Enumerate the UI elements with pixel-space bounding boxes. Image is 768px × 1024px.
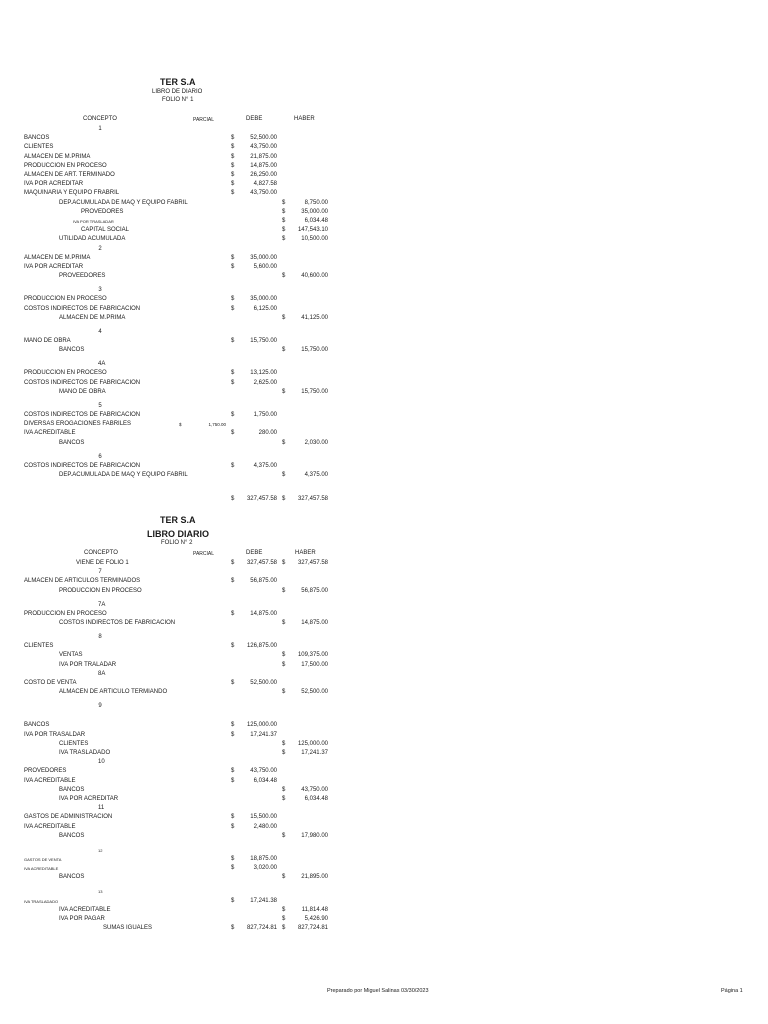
debe-currency: $ <box>231 153 235 160</box>
journal-row <box>0 379 768 388</box>
haber-amount: 11,814.48 <box>301 906 328 913</box>
haber-amount: 35,000.00 <box>301 208 328 215</box>
debe-amount: 43,750.00 <box>250 768 277 775</box>
journal-row <box>0 286 768 295</box>
folio1-title: TER S.A <box>160 77 196 87</box>
journal-row <box>0 245 768 254</box>
haber-currency: $ <box>282 740 286 747</box>
haber-currency: $ <box>282 689 286 696</box>
account-name: PRODUCCION EN PROCESO <box>24 610 107 617</box>
haber-amount: 21,895.00 <box>301 874 328 881</box>
journal-row <box>0 208 768 217</box>
journal-row <box>0 777 768 786</box>
journal-row <box>0 254 768 263</box>
journal-row <box>0 305 768 314</box>
journal-row <box>0 688 768 697</box>
entry-number: 11 <box>98 805 105 812</box>
haber-amount: 52,500.00 <box>301 689 328 696</box>
haber-currency: $ <box>282 208 286 215</box>
debe-currency: $ <box>231 680 235 686</box>
account-name: GASTOS DE VENTA <box>24 857 62 862</box>
haber-amount: 327,457.58 <box>297 560 328 566</box>
entry-number: 13 <box>98 889 103 895</box>
journal-row <box>0 369 768 378</box>
account-name: BANCOS <box>59 874 85 881</box>
debe-amount: 126,875.00 <box>246 643 277 650</box>
debe-amount: 15,500.00 <box>250 814 277 821</box>
parcial-amount: 1,750.00 <box>208 422 226 428</box>
journal-row <box>0 633 768 642</box>
haber-currency: $ <box>282 227 286 234</box>
debe-amount: 35,000.00 <box>250 254 277 261</box>
haber-currency: $ <box>282 218 286 224</box>
debe-currency: $ <box>231 496 235 502</box>
account-name: BANCOS <box>24 135 50 142</box>
account-name: IVA POR ACREDITAR <box>59 796 119 802</box>
debe-currency: $ <box>231 578 235 585</box>
haber-amount: 41,125.00 <box>301 314 328 321</box>
debe-currency: $ <box>231 768 235 775</box>
journal-row <box>0 577 768 586</box>
account-name: IVA POR ACREDITAR <box>24 264 84 270</box>
journal-row <box>0 328 768 337</box>
debe-currency: $ <box>231 254 235 261</box>
account-name: CAPITAL SOCIAL <box>81 227 130 234</box>
journal-row <box>0 314 768 323</box>
journal-row <box>0 832 768 841</box>
journal-row <box>0 217 768 226</box>
haber-amount: 40,600.00 <box>301 273 328 280</box>
debe-amount: 2,480.00 <box>253 823 277 830</box>
journal-row <box>0 462 768 471</box>
account-name: PROVEDORES <box>81 208 124 215</box>
entry-number: 8A <box>98 670 106 677</box>
folio2-header-concepto: CONCEPTO <box>84 550 118 556</box>
journal-row <box>0 346 768 355</box>
haber-currency: $ <box>282 388 286 395</box>
debe-currency: $ <box>231 856 235 862</box>
account-name: ALMACEN DE M.PRIMA <box>59 314 126 321</box>
debe-amount: 15,750.00 <box>250 338 277 344</box>
journal-row <box>0 143 768 152</box>
journal-row <box>0 388 768 397</box>
debe-amount: 6,034.48 <box>253 777 277 784</box>
account-name: VENTAS <box>59 652 83 659</box>
account-name: IVA TRASLADADO <box>24 898 59 904</box>
debe-amount: 280.00 <box>258 430 277 437</box>
journal-row <box>0 642 768 651</box>
debe-currency: $ <box>231 897 235 904</box>
journal-row <box>0 610 768 619</box>
journal-row <box>0 180 768 189</box>
journal-row <box>0 235 768 244</box>
haber-currency: $ <box>282 832 286 839</box>
haber-currency: $ <box>282 472 286 478</box>
journal-row <box>0 823 768 832</box>
haber-amount: 827,724.81 <box>297 925 328 932</box>
haber-currency: $ <box>282 620 286 626</box>
haber-amount: 109,375.00 <box>297 652 328 659</box>
haber-amount: 5,426.90 <box>304 916 328 922</box>
journal-row <box>0 721 768 730</box>
debe-currency: $ <box>231 823 235 830</box>
entry-number: 10 <box>98 759 105 766</box>
journal-row <box>0 189 768 198</box>
haber-currency: $ <box>282 925 286 932</box>
haber-currency: $ <box>282 347 286 354</box>
debe-currency: $ <box>231 144 235 151</box>
debe-currency: $ <box>231 370 235 377</box>
haber-amount: 43,750.00 <box>301 786 328 793</box>
footer-page-number: Página 1 <box>721 988 743 994</box>
account-name: PRODUCCION EN PROCESO <box>24 370 107 377</box>
haber-currency: $ <box>282 236 286 243</box>
debe-currency: $ <box>231 560 235 566</box>
account-name: DEP.ACUMULADA DE MAQ Y EQUIPO FABRIL <box>59 199 188 206</box>
journal-row <box>0 740 768 749</box>
debe-currency: $ <box>231 462 235 469</box>
journal-row <box>0 226 768 235</box>
debe-currency: $ <box>231 296 235 303</box>
folio2-header-haber: HABER <box>295 550 316 556</box>
account-name: ALMACEN DE ARTICULO TERMIANDO <box>59 689 168 696</box>
journal-row <box>0 846 768 855</box>
haber-amount: 6,034.48 <box>304 218 328 224</box>
haber-currency: $ <box>282 314 286 321</box>
folio2-header-parcial: PARCIAL <box>193 551 215 557</box>
debe-currency: $ <box>231 610 235 617</box>
account-name: CLIENTES <box>59 740 89 747</box>
entry-number: 4A <box>98 361 106 368</box>
folio1-subtitle: LIBRO DE DIARIO <box>152 89 203 95</box>
folio1-header-parcial: PARCIAL <box>193 117 215 123</box>
journal-row <box>0 453 768 462</box>
debe-currency: $ <box>231 181 235 188</box>
journal-row <box>0 402 768 411</box>
journal-row <box>0 429 768 438</box>
debe-currency: $ <box>231 379 235 386</box>
entry-number: 12 <box>98 847 103 853</box>
haber-amount: 17,980.00 <box>301 832 328 839</box>
journal-row <box>0 495 768 504</box>
debe-amount: 21,875.00 <box>250 153 277 160</box>
debe-currency: $ <box>231 814 235 821</box>
haber-currency: $ <box>282 906 286 913</box>
journal-row <box>0 786 768 795</box>
debe-amount: 5,600.00 <box>253 264 277 270</box>
account-name: MAQUINARIA Y EQUIPO FRABRIL <box>24 190 120 197</box>
debe-amount: 4,827.58 <box>253 181 277 188</box>
debe-amount: 2,625.00 <box>253 379 277 386</box>
account-name: IVA ACREDITABLE <box>24 823 76 830</box>
debe-currency: $ <box>231 172 235 178</box>
debe-amount: 6,125.00 <box>253 305 277 312</box>
journal-row <box>0 601 768 610</box>
journal-row <box>0 661 768 670</box>
journal-row <box>0 804 768 813</box>
debe-amount: 43,750.00 <box>250 144 277 151</box>
haber-amount: 327,457.58 <box>297 496 328 502</box>
entry-number: 3 <box>98 287 102 294</box>
account-name: PROVEDORES <box>24 768 67 775</box>
haber-currency: $ <box>282 273 286 280</box>
account-name: PRODUCCION EN PROCESO <box>24 162 107 169</box>
journal-row <box>0 171 768 180</box>
entry-number: 1 <box>98 126 102 132</box>
account-name: BANCOS <box>59 347 85 354</box>
account-name: ALMACEN DE ART. TERMINADO <box>24 172 115 178</box>
journal-row <box>0 153 768 162</box>
haber-amount: 125,000.00 <box>297 740 328 747</box>
account-name: IVA POR TRASALDAR <box>24 731 86 738</box>
journal-row <box>0 855 768 864</box>
journal-row <box>0 702 768 711</box>
account-name: IVA ACREDITABLE <box>59 906 111 913</box>
entry-number: 9 <box>98 703 102 710</box>
journal-row <box>0 915 768 924</box>
haber-amount: 15,750.00 <box>301 347 328 354</box>
journal-row <box>0 420 768 429</box>
account-name: DIVERSAS EROGACIONES FABRILES <box>24 421 132 428</box>
journal-row <box>0 813 768 822</box>
debe-amount: 4,375.00 <box>253 462 277 469</box>
journal-row <box>0 864 768 873</box>
entry-number: 8 <box>98 634 102 640</box>
journal-row <box>0 731 768 740</box>
entry-number: 4 <box>98 328 102 335</box>
debe-amount: 13,125.00 <box>250 370 277 377</box>
folio1-header-concepto: CONCEPTO <box>83 116 117 122</box>
debe-amount: 26,250.00 <box>250 172 277 178</box>
debe-amount: 827,724.81 <box>246 925 277 932</box>
journal-row <box>0 134 768 143</box>
debe-amount: 3,020.00 <box>253 865 277 872</box>
debe-currency: $ <box>231 925 235 932</box>
journal-row <box>0 199 768 208</box>
account-name: BANCOS <box>59 439 85 446</box>
haber-currency: $ <box>282 439 286 446</box>
account-name: IVA POR TRASLADAR <box>73 219 114 224</box>
account-name: IVA ACREDITABLE <box>24 430 76 437</box>
haber-currency: $ <box>282 874 286 881</box>
journal-row <box>0 906 768 915</box>
journal-row <box>0 651 768 660</box>
journal-row <box>0 795 768 804</box>
folio2-header-debe: DEBE <box>246 550 263 556</box>
account-name: MANO DE OBRA <box>59 388 106 395</box>
journal-row <box>0 758 768 767</box>
debe-currency: $ <box>231 190 235 197</box>
debe-currency: $ <box>231 777 235 784</box>
account-name: GASTOS DE ADMINISTRACION <box>24 814 113 821</box>
journal-row <box>0 559 768 568</box>
account-name: IVA POR PAGAR <box>59 916 105 922</box>
account-name: COSTOS INDIRECTOS DE FABRICACION <box>24 412 141 418</box>
haber-currency: $ <box>282 916 286 922</box>
account-name: UTILIDAD ACUMULADA <box>59 236 126 243</box>
debe-currency: $ <box>231 412 235 418</box>
debe-currency: $ <box>231 162 235 169</box>
account-name: MANO DE OBRA <box>24 338 71 344</box>
account-name: CLIENTES <box>24 643 54 650</box>
journal-row <box>0 619 768 628</box>
account-name: BANCOS <box>24 722 50 729</box>
journal-row <box>0 749 768 758</box>
debe-amount: 1,750.00 <box>253 412 277 418</box>
account-name: ALMACEN DE ARTICULOS TERMINADOS <box>24 578 141 585</box>
entry-number: 2 <box>98 245 102 252</box>
account-name: DEP.ACUMULADA DE MAQ Y EQUIPO FABRIL <box>59 472 188 478</box>
haber-amount: 14,875.00 <box>301 620 328 626</box>
debe-amount: 52,500.00 <box>250 135 277 142</box>
haber-amount: 4,375.00 <box>304 472 328 478</box>
haber-currency: $ <box>282 496 286 502</box>
journal-row <box>0 337 768 346</box>
entry-number: 6 <box>98 453 102 460</box>
account-name: SUMAS IGUALES <box>103 925 153 932</box>
account-name: COSTO DE VENTA <box>24 680 77 686</box>
debe-currency: $ <box>231 135 235 142</box>
haber-currency: $ <box>282 661 286 668</box>
haber-amount: 8,750.00 <box>304 199 328 206</box>
journal-row <box>0 887 768 896</box>
debe-currency: $ <box>231 305 235 312</box>
folio2-title: TER S.A <box>160 515 196 525</box>
journal-row <box>0 162 768 171</box>
debe-amount: 14,875.00 <box>250 162 277 169</box>
debe-currency: $ <box>231 865 235 872</box>
debe-currency: $ <box>231 430 235 437</box>
haber-currency: $ <box>282 786 286 793</box>
haber-currency: $ <box>282 587 286 594</box>
account-name: IVA POR ACREDITAR <box>24 181 84 188</box>
debe-currency: $ <box>231 643 235 650</box>
entry-number: 7 <box>98 569 102 576</box>
account-name: COSTOS INDIRECTOS DE FABRICACION <box>24 305 141 312</box>
debe-amount: 327,457.58 <box>246 560 277 566</box>
folio1-number: FOLIO N° 1 <box>162 97 194 103</box>
folio2-number: FOLIO N° 2 <box>161 540 193 546</box>
journal-row <box>0 411 768 420</box>
journal-row <box>0 587 768 596</box>
debe-currency: $ <box>231 731 235 738</box>
debe-amount: 56,875.00 <box>250 578 277 585</box>
account-name: CLIENTES <box>24 144 54 151</box>
footer-prepared-by: Preparado por Miguel Salinas 03/30/2023 <box>327 988 429 994</box>
folio1-header-haber: HABER <box>294 116 315 122</box>
account-name: PRODUCCION EN PROCESO <box>59 587 142 594</box>
account-name: COSTOS INDIRECTOS DE FABRICACION <box>24 462 141 469</box>
parcial-currency: $ <box>179 422 182 428</box>
haber-amount: 17,500.00 <box>301 661 328 668</box>
haber-amount: 2,030.00 <box>304 439 328 446</box>
debe-currency: $ <box>231 722 235 729</box>
account-name: COSTOS INDIRECTOS DE FABRICACION <box>59 620 176 626</box>
journal-row <box>0 767 768 776</box>
haber-amount: 6,034.48 <box>304 796 328 802</box>
haber-amount: 17,241.37 <box>301 750 328 756</box>
journal-row <box>0 679 768 688</box>
journal-row <box>0 670 768 679</box>
debe-amount: 327,457.58 <box>246 496 277 502</box>
debe-amount: 18,875.00 <box>250 856 277 862</box>
account-name: PRODUCCION EN PROCESO <box>24 296 107 303</box>
journal-row <box>0 263 768 272</box>
entry-number: 5 <box>98 402 102 409</box>
folio1-header-debe: DEBE <box>246 116 263 122</box>
account-name: PROVEEDORES <box>59 273 106 280</box>
journal-row <box>0 439 768 448</box>
account-name: IVA ACREDITABLE <box>24 777 76 784</box>
account-name: COSTOS INDIRECTOS DE FABRICACION <box>24 379 141 386</box>
account-name: BANCOS <box>59 786 85 793</box>
folio2-subtitle: LIBRO DIARIO <box>147 529 209 539</box>
haber-currency: $ <box>282 560 286 566</box>
journal-row <box>0 568 768 577</box>
journal-row <box>0 360 768 369</box>
account-name: VIENE DE FOLIO 1 <box>76 560 129 566</box>
account-name: ALMACEN DE M.PRIMA <box>24 153 91 160</box>
debe-amount: 43,750.00 <box>250 190 277 197</box>
account-name: IVA POR TRALADAR <box>59 661 117 668</box>
haber-amount: 15,750.00 <box>301 388 328 395</box>
debe-amount: 52,500.00 <box>250 680 277 686</box>
haber-currency: $ <box>282 796 286 802</box>
haber-currency: $ <box>282 652 286 659</box>
debe-currency: $ <box>231 264 235 270</box>
debe-amount: 35,000.00 <box>250 296 277 303</box>
haber-amount: 10,500.00 <box>301 236 328 243</box>
account-name: IVA ACREDITABLE <box>24 866 59 872</box>
haber-currency: $ <box>282 750 286 756</box>
journal-row <box>0 125 768 134</box>
debe-amount: 17,241.38 <box>250 897 277 904</box>
debe-amount: 125,000.00 <box>246 722 277 729</box>
journal-row <box>0 897 768 906</box>
haber-amount: 147,543.10 <box>297 227 328 234</box>
journal-row <box>0 272 768 281</box>
debe-currency: $ <box>231 338 235 344</box>
journal-row <box>0 924 768 933</box>
debe-amount: 17,241.37 <box>250 731 277 738</box>
journal-row <box>0 873 768 882</box>
account-name: ALMACEN DE M.PRIMA <box>24 254 91 261</box>
debe-amount: 14,875.00 <box>250 610 277 617</box>
haber-currency: $ <box>282 199 286 206</box>
account-name: IVA TRASLADADO <box>59 750 111 756</box>
account-name: BANCOS <box>59 832 85 839</box>
journal-row <box>0 471 768 480</box>
haber-amount: 56,875.00 <box>301 587 328 594</box>
journal-row <box>0 295 768 304</box>
entry-number: 7A <box>98 601 106 608</box>
